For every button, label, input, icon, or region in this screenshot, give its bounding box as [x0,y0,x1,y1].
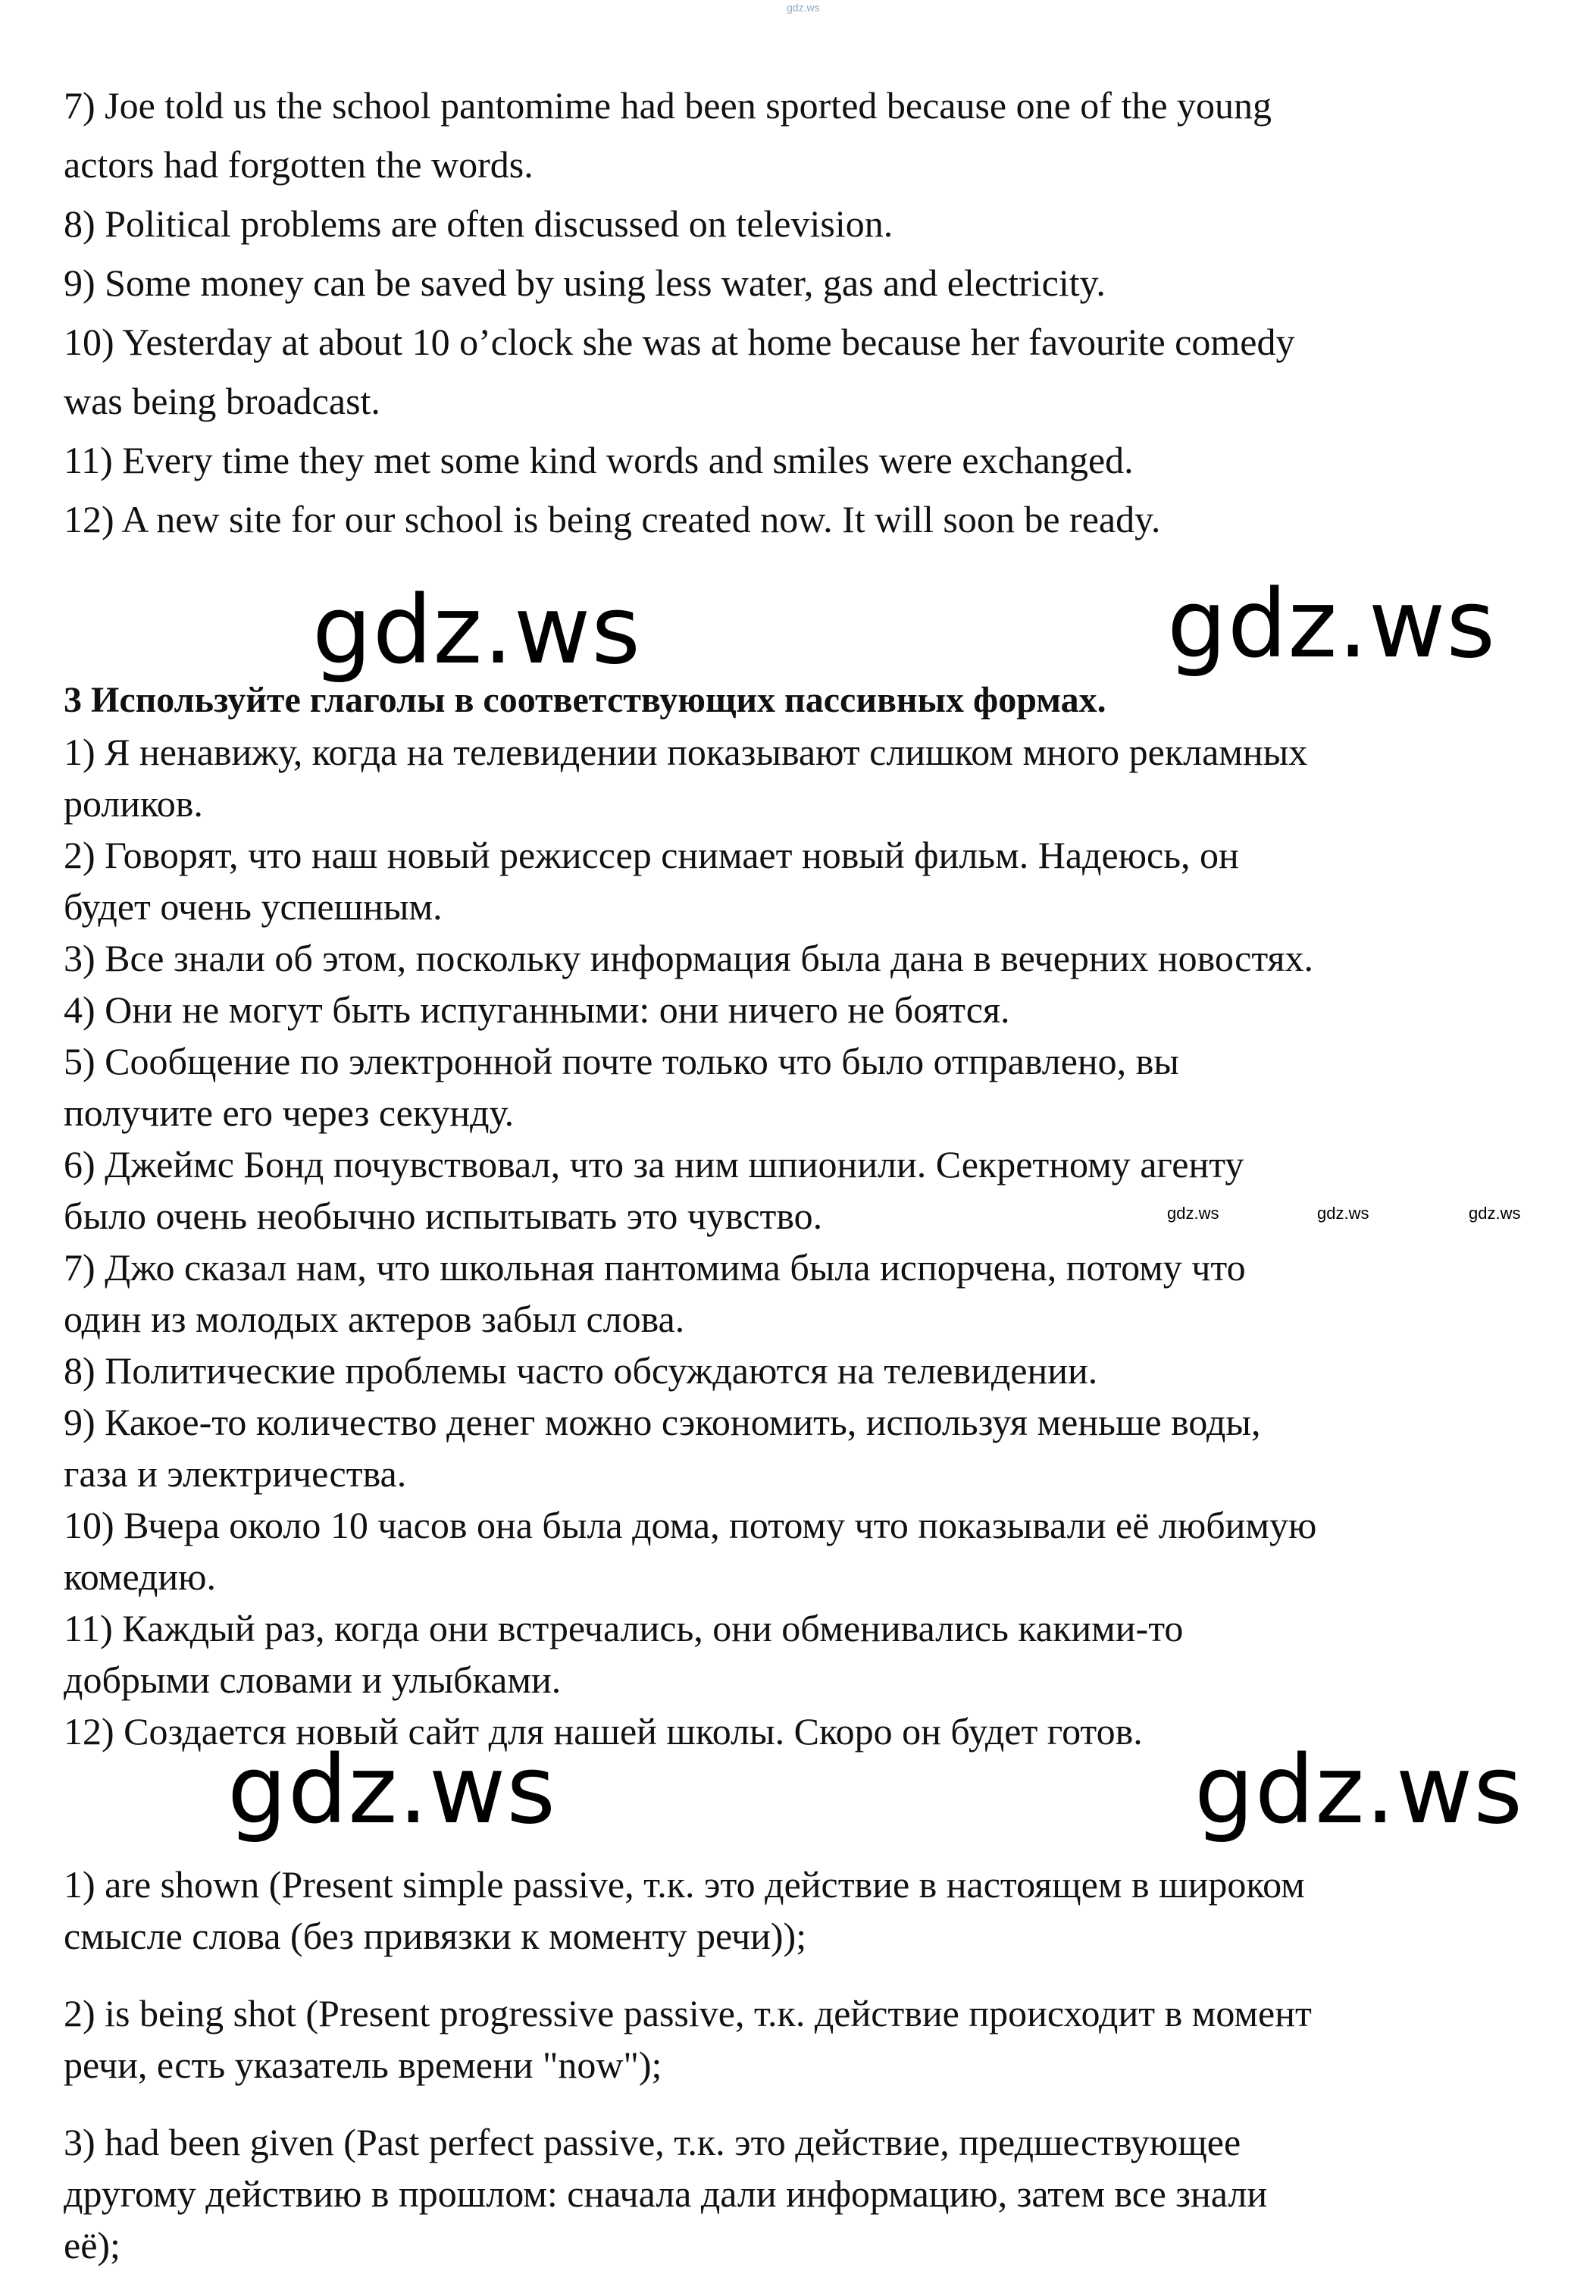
text-line: роликов. [64,782,203,825]
watermark: gdz.ws [1167,570,1496,679]
watermark: gdz.ws [227,1736,556,1845]
answer-line: её); [64,2224,120,2266]
answer-1 [64,1859,1572,1962]
text-line: комедию. [64,1555,217,1598]
watermark: gdz.ws [312,576,641,685]
answer-line: смысле слова (без привязки к моменту речи)); [64,1915,807,1957]
text-line: 8) Политические проблемы часто обсуждаются на телевидении. [64,1349,1098,1392]
text-line: 8) Political problems are often discussed on television. [64,202,893,245]
watermark: gdz.ws [1194,1736,1523,1845]
answer-line: 2) is being shot (Present progressive passive, т.к. действие происходит в момент [64,1992,1312,2034]
text-line: 11) Каждый раз, когда они встречались, они обменивались какими-то [64,1607,1184,1649]
text-line: actors had forgotten the words. [64,143,534,186]
text-line: 9) Some money can be saved by using less water, gas and electricity. [64,262,1106,304]
english-sentences [64,76,1572,549]
watermark-small: gdz.ws [1167,1204,1219,1223]
answer-3 [64,2116,1572,2271]
text-line: 12) A new site for our school is being created now. It will soon be ready. [64,498,1161,540]
text-line: 10) Вчера около 10 часов она была дома, потому что показывали её любимую [64,1504,1317,1546]
text-line: 1) Я ненавижу, когда на телевидении показывают слишком много рекламных [64,731,1308,773]
text-line: будет очень успешным. [64,885,443,928]
text-line: was being broadcast. [64,380,380,422]
text-line: газа и электричества. [64,1452,407,1495]
answer-line: 3) had been given (Past perfect passive, т.к. это действие, предшествующее [64,2121,1241,2163]
text-line: 11) Every time they met some kind words and smiles were exchanged. [64,439,1134,481]
text-line: 4) Они не могут быть испуганными: они ничего не боятся. [64,988,1010,1031]
text-line: 5) Сообщение по электронной почте только что было отправлено, вы [64,1040,1179,1082]
text-line: добрыми словами и улыбками. [64,1659,562,1701]
answer-2 [64,1987,1572,2091]
header-watermark: gdz.ws [787,2,820,14]
text-line: получите его через секунду. [64,1092,515,1134]
exercise-heading: 3 Используйте глаголы в соответствующих пассивных формах. [64,680,1106,720]
text-line: 12) Создается новый сайт для нашей школы. Скоро он будет готов. [64,1710,1143,1753]
text-line: 9) Какое-то количество денег можно сэкономить, используя меньше воды, [64,1401,1261,1443]
answer-line: 1) are shown (Present simple passive, т.к. это действие в настоящем в широком [64,1863,1305,1906]
watermark-small: gdz.ws [1317,1204,1369,1223]
text-line: 7) Джо сказал нам, что школьная пантомима была испорчена, потому что [64,1246,1246,1289]
answer-line: другому действию в прошлом: сначала дали информацию, затем все знали [64,2172,1268,2215]
text-line: один из молодых актеров забыл слова. [64,1298,685,1340]
text-line: 6) Джеймс Бонд почувствовал, что за ним шпионили. Секретному агенту [64,1143,1244,1186]
watermark-small: gdz.ws [1469,1204,1521,1223]
text-line: 3) Все знали об этом, поскольку информация была дана в вечерних новостях. [64,937,1314,979]
text-line: 10) Yesterday at about 10 o’clock she was at home because her favourite comedy [64,321,1295,363]
text-line: было очень необычно испытывать это чувство. [64,1195,823,1237]
answer-line: речи, есть указатель времени "now"); [64,2044,662,2086]
text-line: 7) Joe told us the school pantomime had been sported because one of the young [64,84,1272,127]
text-line: 2) Говорят, что наш новый режиссер снимает новый фильм. Надеюсь, он [64,834,1239,876]
